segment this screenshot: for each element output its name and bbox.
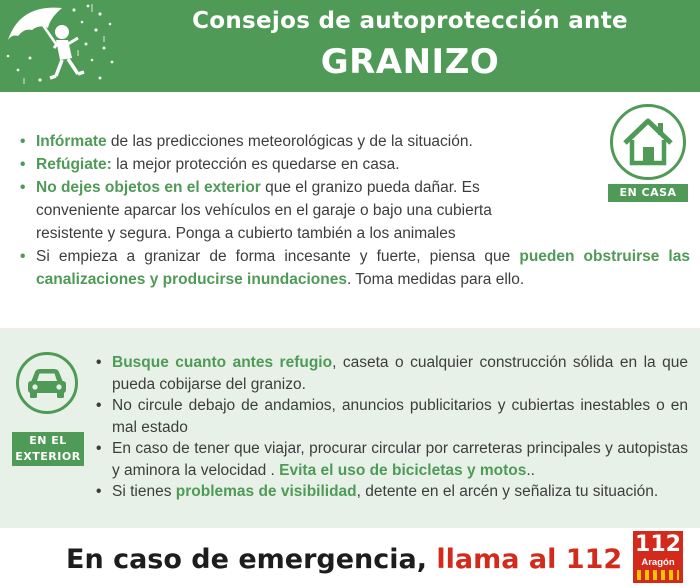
list-item: • Si empieza a granizar de forma incesante y fuerte, piensa que pueden obstruirse las canalizaciones y producirse inundaciones. Toma medidas para ello.	[20, 245, 690, 291]
home-advice-section	[0, 92, 700, 328]
home-badge: EN CASA	[608, 184, 688, 202]
bullet: •	[96, 483, 102, 500]
logo-112-aragon: 112 Aragón	[633, 531, 683, 583]
header-banner	[0, 0, 700, 92]
list-item: • Si tienes problemas de visibilidad, detente en el arcén y señaliza tu situación.	[94, 481, 688, 503]
emergency-number-text: llama al 112	[436, 544, 623, 575]
bullet: •	[96, 397, 102, 414]
car-icon	[16, 352, 78, 414]
list-item: • En caso de tener que viajar, procurar circular por carreteras principales y autopistas y aminora la velocidad . Evita el uso de bicicletas y motos..	[96, 440, 688, 479]
outside-advice-list	[94, 352, 688, 503]
bullet: •	[96, 440, 102, 457]
bullet: •	[96, 354, 102, 371]
list-item: • Infórmate de las predicciones meteorológicas y de la situación.	[20, 130, 700, 153]
list-item: • No dejes objetos en el exterior que el granizo pueda dañar. Es conveniente aparcar los vehículos en el garaje o bajo una cubierta resistente y segura. Ponga a cubierto también a los animales	[20, 176, 550, 245]
header-title-hail: GRANIZO	[320, 42, 500, 82]
list-item: • Refúgiate: la mejor protección es quedarse en casa.	[20, 153, 700, 176]
outside-badge: EN EL EXTERIOR	[12, 432, 84, 466]
emergency-call-text: En caso de emergencia, llama al 112	[66, 544, 623, 575]
house-icon	[610, 104, 686, 180]
home-advice-list	[20, 130, 700, 291]
list-item: • Busque cuanto antes refugio, caseta o cualquier construcción sólida en la que pueda cobijarse del granizo.	[96, 354, 688, 393]
aragon-flag-stripes	[637, 570, 679, 580]
header-title-line1: Consejos de autoprotección ante	[192, 8, 628, 34]
list-item: • No circule debajo de andamios, anuncios publicitarios y cubiertas inestables o en mal estado	[96, 397, 688, 436]
person-umbrella-hail-icon	[0, 0, 118, 92]
